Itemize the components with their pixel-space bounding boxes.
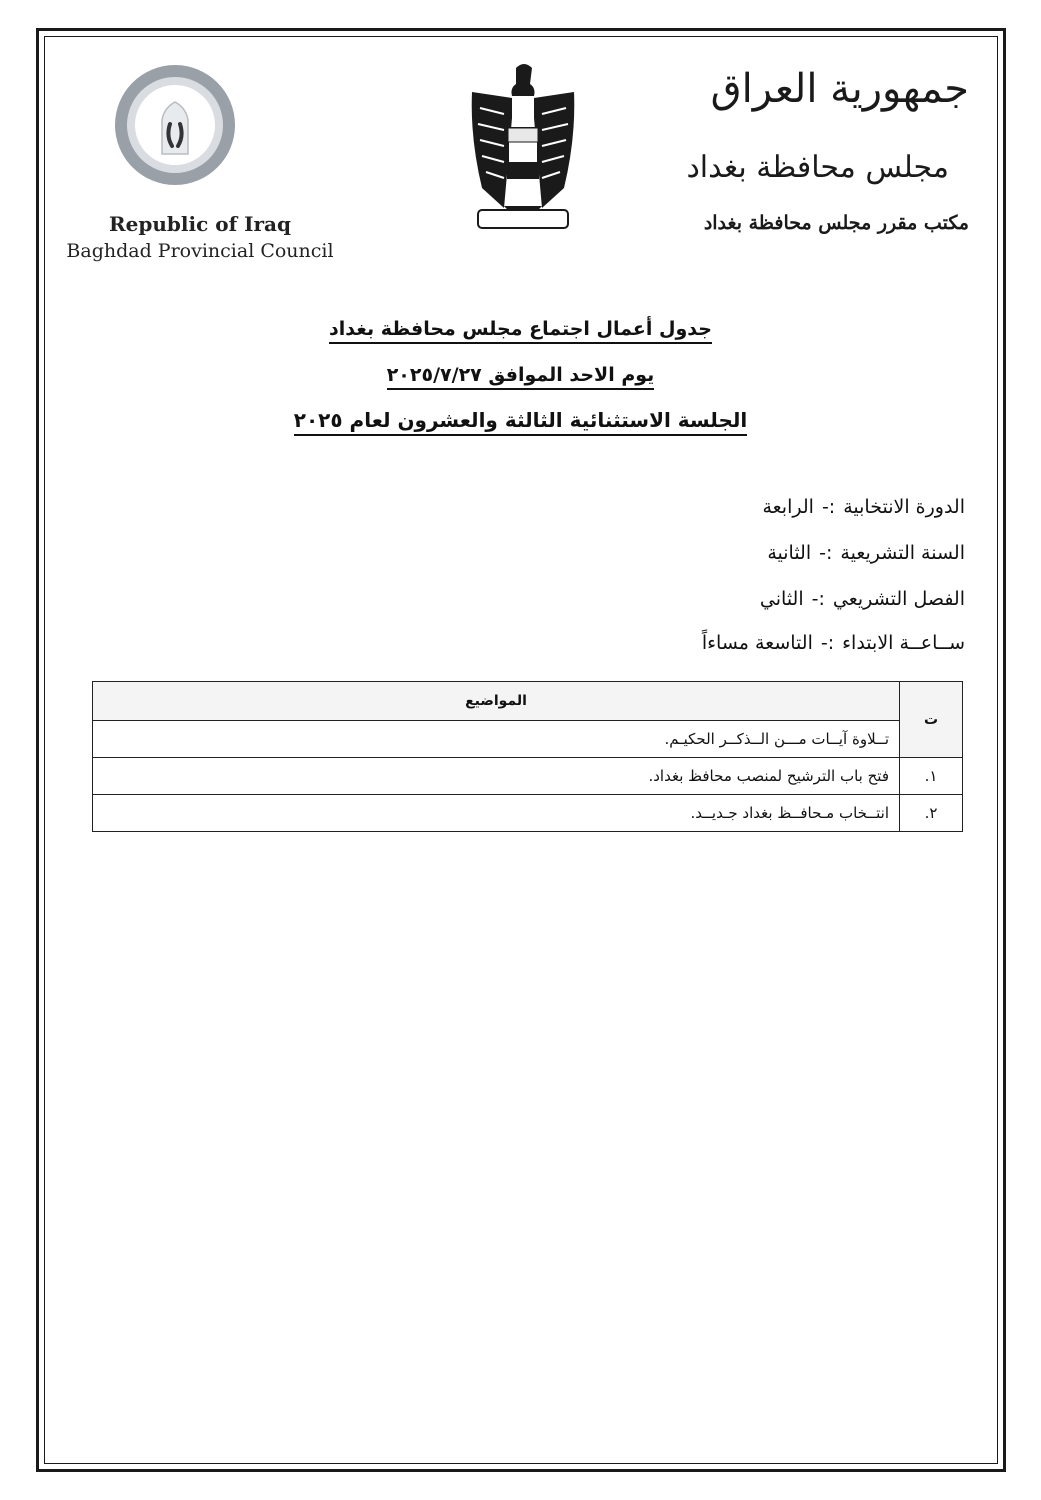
agenda-table [92, 681, 963, 832]
table-header-topics: المواضيع [93, 682, 900, 721]
info-separator: :- [811, 588, 825, 610]
info-legislative-year [767, 542, 965, 564]
info-value: الرابعة [762, 496, 814, 518]
table-cell-opening: تــلاوة آيــات مـــن الــذكــر الحكيـم. [93, 721, 900, 758]
info-value: التاسعة مساءاً [701, 632, 813, 654]
table-row [93, 721, 963, 758]
table-header-number: ت [900, 682, 963, 758]
table-cell-topic: فتح باب الترشيح لمنصب محافظ بغداد. [93, 758, 900, 795]
table-row [93, 795, 963, 832]
english-header-council: Baghdad Provincial Council [66, 240, 334, 262]
provincial-council-seal-icon [112, 62, 238, 188]
english-header-republic: Republic of Iraq [109, 212, 291, 236]
info-separator: :- [819, 542, 833, 564]
info-separator: :- [821, 496, 836, 518]
info-label: الدورة الانتخابية [843, 496, 965, 518]
date-line-text: يوم الاحد الموافق ٢٠٢٥/٧/٢٧ [387, 364, 655, 390]
info-start-time [702, 632, 965, 654]
session-line [0, 408, 1041, 432]
agenda-title [0, 318, 1041, 340]
arabic-header-council: مجلس محافظة بغداد [686, 150, 949, 185]
table-cell-number: ٢. [900, 795, 963, 832]
agenda-title-text: جدول أعمال اجتماع مجلس محافظة بغداد [329, 318, 712, 344]
info-separator: :- [820, 632, 835, 654]
arabic-header-office: مكتب مقرر مجلس محافظة بغداد [703, 212, 969, 234]
info-label: السنة التشريعية [840, 542, 965, 564]
iraq-eagle-emblem-icon [464, 58, 582, 236]
info-value: الثانية [767, 542, 812, 564]
arabic-header-republic: جمهورية العراق [710, 66, 969, 112]
table-cell-topic: انتــخاب مـحافــظ بغداد جـديــد. [93, 795, 900, 832]
session-line-text: الجلسة الاستثنائية الثالثة والعشرون لعام ٢٠٢٥ [294, 408, 747, 436]
table-cell-number: ١. [900, 758, 963, 795]
table-row [93, 758, 963, 795]
info-label: ســاعــة الابتداء [842, 632, 965, 654]
info-electoral-cycle [762, 496, 965, 518]
info-value: الثاني [759, 588, 804, 610]
date-line [0, 364, 1041, 386]
table-header-row [93, 682, 963, 721]
info-label: الفصل التشريعي [832, 588, 965, 610]
info-legislative-term [760, 588, 965, 610]
